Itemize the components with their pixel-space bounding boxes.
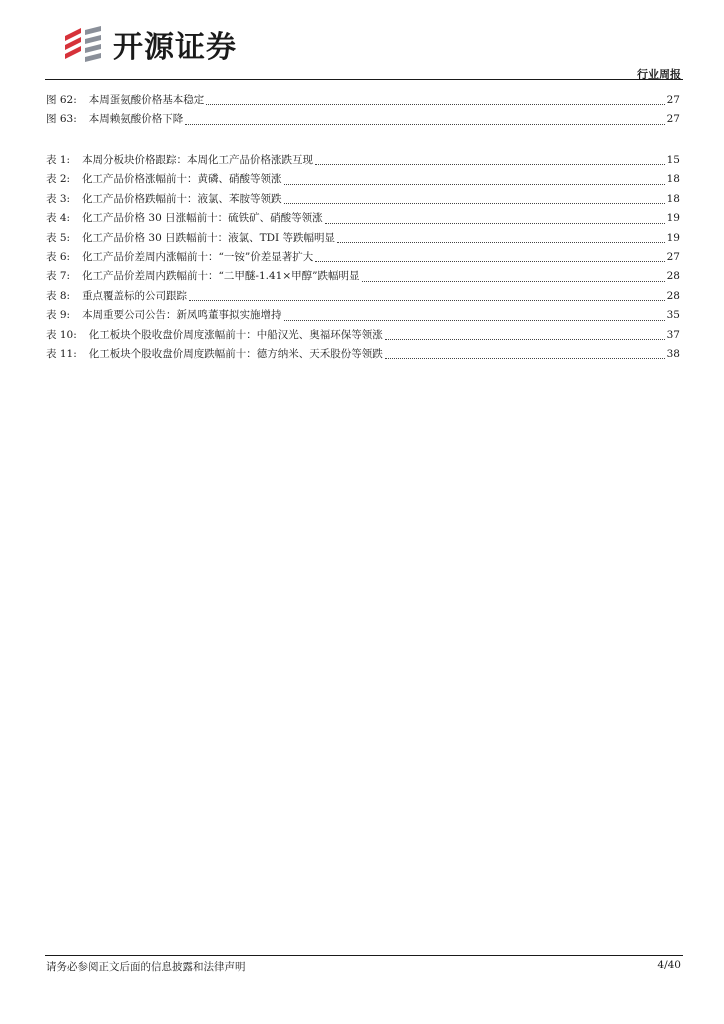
toc-label: 表 8: <box>46 289 71 302</box>
toc-label: 表 7: <box>46 270 71 283</box>
toc-title: 重点覆盖标的公司跟踪 <box>82 289 188 302</box>
toc-leader-dots <box>315 163 665 165</box>
toc-leader-dots <box>325 222 665 224</box>
toc-label: 图 63: <box>46 113 77 126</box>
report-type-label: 行业周报 <box>637 68 681 81</box>
toc-page-number: 28 <box>666 289 680 302</box>
toc-entry-table-4[interactable] <box>46 209 680 228</box>
toc-page-number: 27 <box>666 94 680 106</box>
footer-divider <box>45 955 683 956</box>
toc-entry-table-6[interactable] <box>46 248 680 267</box>
toc-title: 化工产品价格跌幅前十：液氯、苯胺等领跌 <box>82 192 282 205</box>
toc-leader-dots <box>315 260 664 262</box>
toc-leader-dots <box>385 338 665 340</box>
toc-entry-table-7[interactable] <box>46 267 680 286</box>
toc-title: 本周蛋氨酸价格基本稳定 <box>88 94 205 106</box>
toc-entry-figure-62[interactable] <box>46 91 680 110</box>
toc-page-number: 27 <box>666 113 680 126</box>
toc-label: 表 6: <box>46 250 71 263</box>
toc-leader-dots <box>284 319 665 321</box>
toc-title: 本周重要公司公告：新凤鸣董事拟实施增持 <box>82 309 282 322</box>
toc-title: 化工产品价差周内涨幅前十：“一铵”价差显著扩大 <box>82 250 314 263</box>
toc-leader-dots <box>189 299 665 301</box>
footer-page-number: 4/40 <box>657 959 681 971</box>
toc-page-number: 18 <box>666 173 680 186</box>
toc-entry-figure-63[interactable] <box>46 110 680 129</box>
table-index <box>46 151 680 364</box>
figure-index <box>46 91 680 130</box>
toc-leader-dots <box>206 103 664 105</box>
toc-leader-dots <box>385 357 665 359</box>
toc-entry-table-2[interactable] <box>46 170 680 189</box>
toc-entry-table-1[interactable] <box>46 151 680 170</box>
toc-label: 表 10: <box>46 328 77 341</box>
toc-title: 化工产品价格 30 日涨幅前十：硫铁矿、硝酸等领涨 <box>82 212 323 225</box>
toc-entry-table-5[interactable] <box>46 229 680 248</box>
toc-page-number: 27 <box>666 250 680 263</box>
toc-page-number: 28 <box>666 270 680 283</box>
logo-wordmark: 开源证券 <box>113 30 237 65</box>
toc-label: 表 3: <box>46 192 71 205</box>
toc-title: 化工产品价格涨幅前十：黄磷、硝酸等领涨 <box>82 173 282 186</box>
toc-leader-dots <box>185 123 664 125</box>
toc-label: 表 11: <box>46 347 77 360</box>
toc-label: 表 5: <box>46 231 71 244</box>
footer-disclaimer: 请务必参阅正文后面的信息披露和法律声明 <box>46 961 246 973</box>
kaiyuan-logo-icon <box>59 22 107 66</box>
toc-title: 本周分板块价格跟踪：本周化工产品价格涨跌互现 <box>82 154 314 166</box>
toc-page-number: 19 <box>666 231 680 244</box>
toc-title: 化工产品价格 30 日跌幅前十：液氯、TDI 等跌幅明显 <box>82 231 336 244</box>
toc-label: 图 62: <box>46 94 77 106</box>
toc-title: 本周赖氨酸价格下降 <box>88 113 184 126</box>
toc-label: 表 2: <box>46 173 71 186</box>
toc-entry-table-11[interactable] <box>46 345 680 364</box>
toc-entry-table-3[interactable] <box>46 190 680 209</box>
toc-entry-table-9[interactable] <box>46 306 680 325</box>
toc-entry-table-8[interactable] <box>46 287 680 306</box>
toc-leader-dots <box>337 241 665 243</box>
toc-title: 化工板块个股收盘价周度涨幅前十：中船汉光、奥福环保等领涨 <box>88 328 383 341</box>
toc-label: 表 9: <box>46 309 71 322</box>
toc-entry-table-10[interactable] <box>46 326 680 345</box>
toc-page-number: 15 <box>666 154 680 166</box>
toc-page-number: 18 <box>666 192 680 205</box>
toc-leader-dots <box>284 202 665 204</box>
toc-leader-dots <box>362 280 665 282</box>
toc-page-number: 35 <box>666 309 680 322</box>
toc-title: 化工板块个股收盘价周度跌幅前十：德方纳米、天禾股份等领跌 <box>88 347 383 360</box>
toc-title: 化工产品价差周内跌幅前十：“二甲醚-1.41×甲醇”跌幅明显 <box>82 270 360 283</box>
toc-leader-dots <box>284 183 665 185</box>
company-logo <box>59 22 237 66</box>
header-divider <box>45 79 683 80</box>
toc-page-number: 38 <box>666 347 680 360</box>
toc-page-number: 37 <box>666 328 680 341</box>
toc-label: 表 1: <box>46 154 71 166</box>
toc-label: 表 4: <box>46 212 71 225</box>
page-header <box>45 18 683 80</box>
toc-page-number: 19 <box>666 212 680 225</box>
